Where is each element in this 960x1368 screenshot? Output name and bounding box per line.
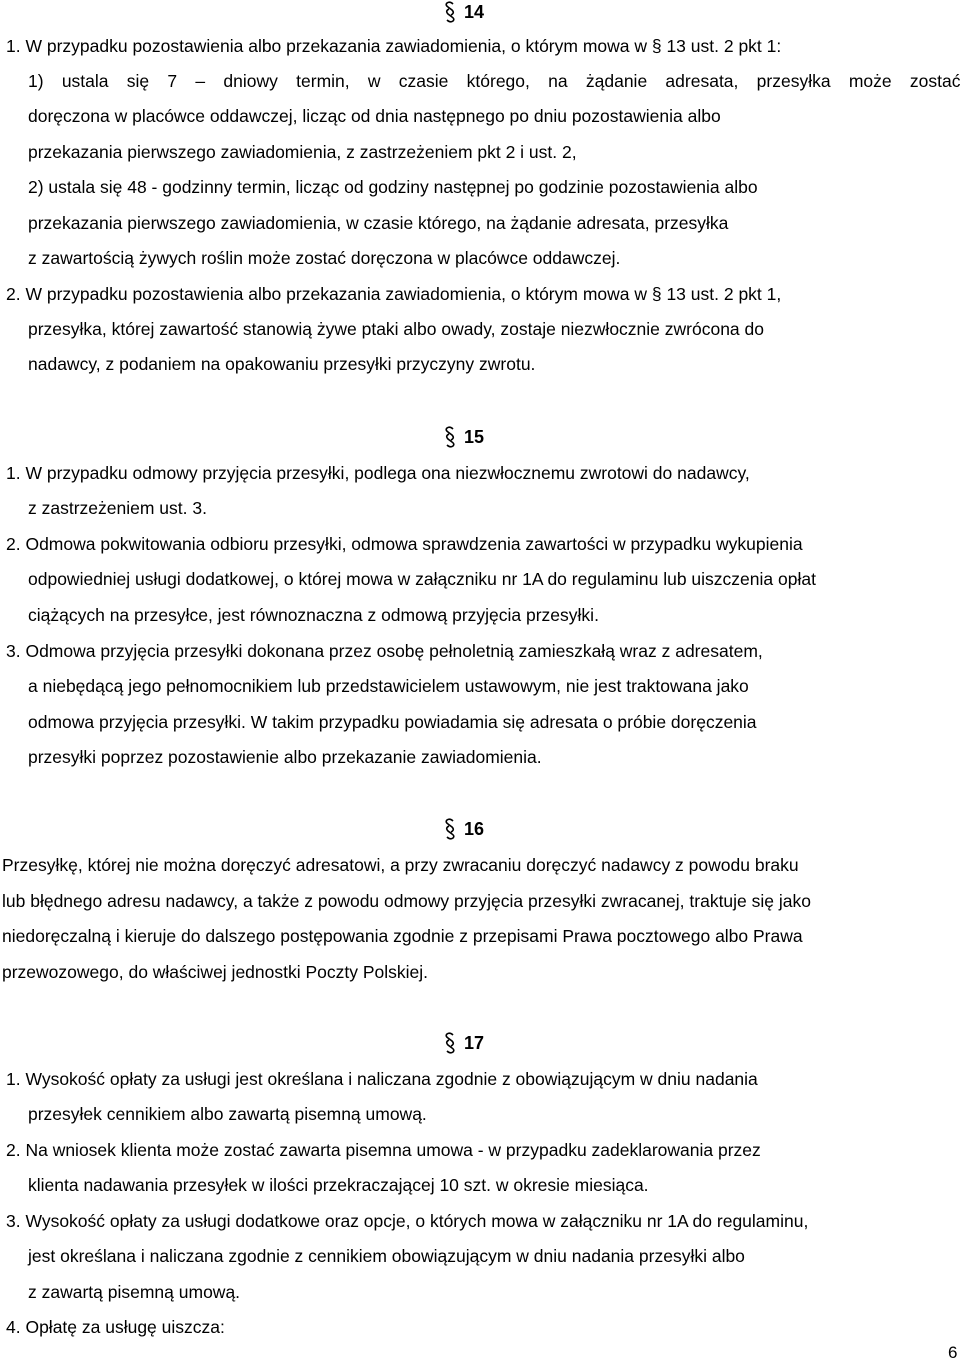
paragraph-line: niedoręczalną i kieruje do dalszego postępowania zgodnie z przepisami Prawa pocztowego albo Prawa xyxy=(2,926,803,946)
section-sign-icon xyxy=(444,818,456,840)
paragraph-line: przesyłka, której zawartość stanowią żywe ptaki albo owady, zostaje niezwłocznie zwrócona do xyxy=(28,319,764,339)
section-number: 17 xyxy=(464,1033,485,1053)
paragraph-line: odmowa przyjęcia przesyłki. W takim przypadku powiadamia się adresata o próbie doręczenia xyxy=(28,712,757,732)
paragraph-line: 2) ustala się 48 - godzinny termin, licząc od godziny następnej po godzinie pozostawienia albo xyxy=(28,177,758,197)
paragraph-line: 4. Opłatę za usługę uiszcza: xyxy=(6,1317,225,1337)
paragraph-line: 1. W przypadku odmowy przyjęcia przesyłki, podlega ona niezwłocznemu zwrotowi do nadawcy, xyxy=(6,463,750,483)
paragraph-line: 3. Wysokość opłaty za usługi dodatkowe oraz opcje, o których mowa w załączniku nr 1A do regulaminu, xyxy=(6,1211,809,1231)
paragraph-line: przesyłek cennikiem albo zawartą pisemną umową. xyxy=(28,1104,427,1124)
paragraph-line: lub błędnego adresu nadawcy, a także z powodu odmowy przyjęcia przesyłki zwracanej, traktuje się jako xyxy=(2,891,811,911)
paragraph-line: przesyłki poprzez pozostawienie albo przekazanie zawiadomienia. xyxy=(28,747,542,767)
page-number: 6 xyxy=(948,1343,958,1362)
paragraph-line: z zawartością żywych roślin może zostać doręczona w placówce oddawczej. xyxy=(28,248,621,268)
paragraph-line: z zawartą pisemną umową. xyxy=(28,1282,241,1302)
paragraph-line: ciążących na przesyłce, jest równoznaczna z odmową przyjęcia przesyłki. xyxy=(28,605,599,625)
paragraph-line: nadawcy, z podaniem na opakowaniu przesyłki przyczyny zwrotu. xyxy=(28,354,536,374)
paragraph-line: przewozowego, do właściwej jednostki Poczty Polskiej. xyxy=(2,962,429,982)
paragraph-line: odpowiedniej usługi dodatkowej, o której mowa w załączniku nr 1A do regulaminu lub uiszczenia opłat xyxy=(28,569,816,589)
paragraph-line: przekazania pierwszego zawiadomienia, z zastrzeżeniem pkt 2 i ust. 2, xyxy=(28,142,577,162)
section-heading-17 xyxy=(444,1031,484,1055)
section-sign-icon xyxy=(444,1032,456,1054)
paragraph-line: a niebędącą jego pełnomocnikiem lub przedstawicielem ustawowym, nie jest traktowana jako xyxy=(28,676,749,696)
section-sign-icon xyxy=(444,426,456,448)
paragraph-line: doręczona w placówce oddawczej, licząc od dnia następnego po dniu pozostawienia albo xyxy=(28,106,721,126)
section-number: 14 xyxy=(464,2,485,22)
paragraph-line: 3. Odmowa przyjęcia przesyłki dokonana przez osobę pełnoletnią zamieszkałą wraz z adresatem, xyxy=(6,641,763,661)
paragraph-line: 1. Wysokość opłaty za usługi jest określana i naliczana zgodnie z obowiązującym w dniu nadania xyxy=(6,1069,758,1089)
section-number: 15 xyxy=(464,427,485,447)
paragraph-line: 2. Na wniosek klienta może zostać zawarta pisemna umowa - w przypadku zadeklarowania przez xyxy=(6,1140,761,1160)
paragraph-line: jest określana i naliczana zgodnie z cennikiem obowiązującym w dniu nadania przesyłki albo xyxy=(28,1246,745,1266)
paragraph-line: klienta nadawania przesyłek w ilości przekraczającej 10 szt. w okresie miesiąca. xyxy=(28,1175,649,1195)
section-heading-15 xyxy=(444,425,484,449)
section-sign-icon xyxy=(444,1,456,23)
paragraph-line: Przesyłkę, której nie można doręczyć adresatowi, a przy zwracaniu doręczyć nadawcy z powodu braku xyxy=(2,855,799,875)
section-heading-16 xyxy=(444,817,484,841)
paragraph-line: 2. Odmowa pokwitowania odbioru przesyłki, odmowa sprawdzenia zawartości w przypadku wykupienia xyxy=(6,534,803,554)
section-heading-14 xyxy=(444,0,484,24)
paragraph-line: 2. W przypadku pozostawienia albo przekazania zawiadomienia, o którym mowa w § 13 ust. 2 pkt 1, xyxy=(6,284,782,304)
section-number: 16 xyxy=(464,819,485,839)
paragraph-line: 1. W przypadku pozostawienia albo przekazania zawiadomienia, o którym mowa w § 13 ust. 2 pkt 1: xyxy=(6,36,782,56)
paragraph-line: z zastrzeżeniem ust. 3. xyxy=(28,498,207,518)
paragraph-line: 1) ustala się 7 – dniowy termin, w czasie którego, na żądanie adresata, przesyłka może zostać xyxy=(28,71,960,91)
paragraph-line: przekazania pierwszego zawiadomienia, w czasie którego, na żądanie adresata, przesyłka xyxy=(28,213,729,233)
